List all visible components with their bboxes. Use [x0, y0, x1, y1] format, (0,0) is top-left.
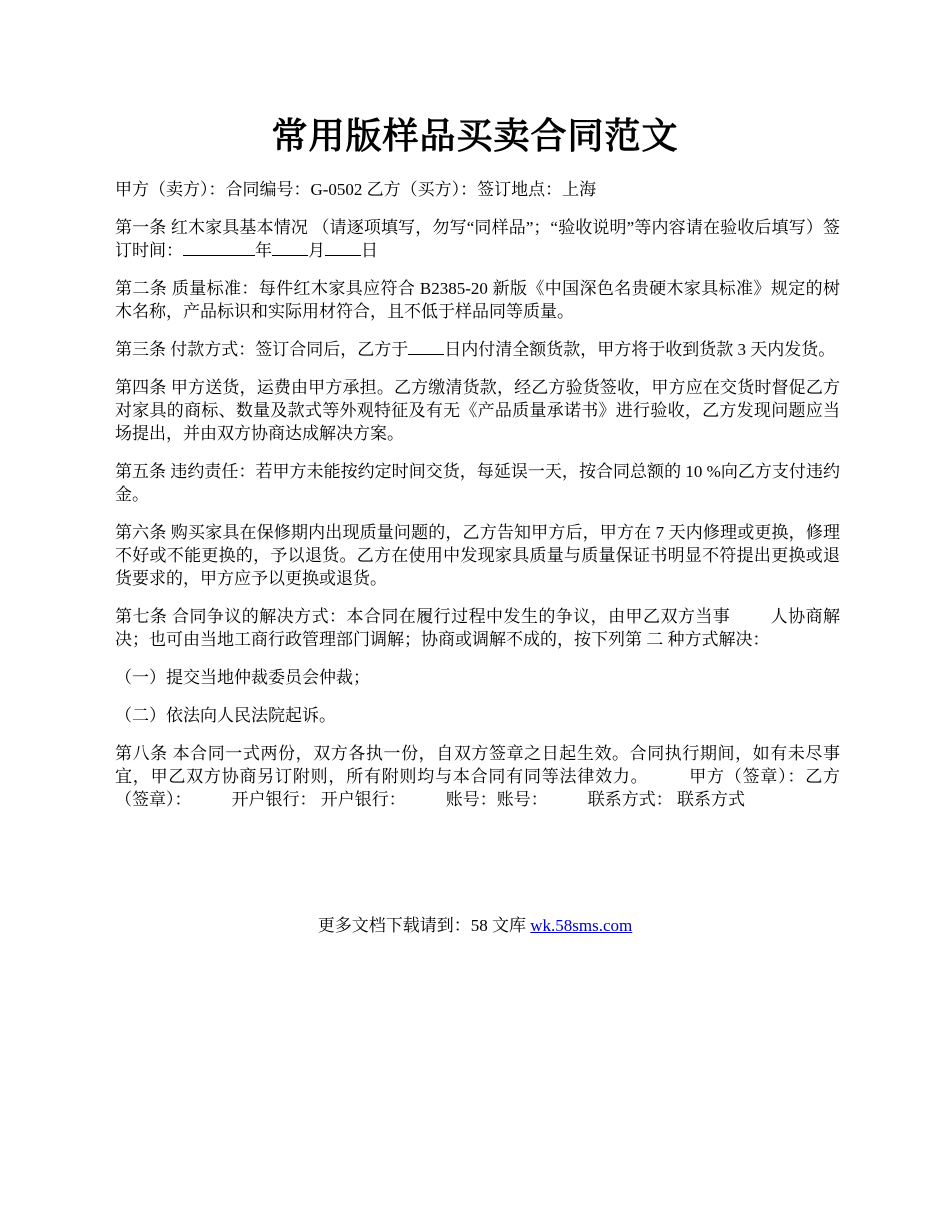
contact-b: 联系方式: [677, 790, 745, 809]
year-blank: [183, 239, 255, 256]
option-2: （二）依法向人民法院起诉。: [115, 706, 336, 725]
day-label: 日: [361, 241, 378, 260]
article-1: [115, 216, 840, 262]
contact-a: 联系方式：: [587, 790, 673, 809]
article-6: 第六条 购买家具在保修期内出现质量问题的，乙方告知甲方后，甲方在 7 天内修理或更换，修理不好或不能更换的，予以退货。乙方在使用中发现家具质量与质量保证书明显不符提出更换或退货要求的，甲方应予以更换或退货。: [115, 523, 840, 588]
days-blank: [408, 338, 444, 355]
header-line: 甲方（卖方）：合同编号：G-0502 乙方（买方）：签订地点：上海: [115, 180, 597, 199]
article-3: [115, 338, 840, 361]
article-8-text: 第八条 本合同一式两份，双方各执一份，自双方签章之日起生效。合同执行期间，如有未尽事宜，甲乙双方协商另订附则，所有附则均与本合同有同等法律效力。: [115, 744, 840, 786]
footer-text: 更多文档下载请到：58 文库: [317, 916, 531, 935]
article-2: 第二条 质量标准：每件红木家具应符合 B2385-20 新版《中国深色名贵硬木家具标准》规定的树木名称，产品标识和实际用材符合，且不低于样品同等质量。: [115, 279, 840, 321]
article-3-text-a: 第三条 付款方式：签订合同后，乙方于: [115, 340, 409, 359]
option-1: （一）提交当地仲裁委员会仲裁；: [115, 668, 370, 687]
article-1-text: 第一条 红木家具基本情况 （请逐项填写，勿写“同样品”；“验收说明”等内容请在验收后填写）签订时间：: [115, 218, 840, 260]
account-a: 账号：: [445, 790, 497, 809]
article-7: [115, 605, 840, 651]
document-title: 常用版样品买卖合同范文: [271, 116, 679, 156]
article-4: 第四条 甲方送货，运费由甲方承担。乙方缴清货款，经乙方验货签收，甲方应在交货时督促乙方对家具的商标、数量及款式等外观特征及有无《产品质量承诺书》进行验收，乙方发现问题应当场提出，并由双方协商达成解决方案。: [115, 378, 840, 443]
party-b-signature: 乙方（签章）：: [115, 767, 841, 809]
article-7-text-b: 人协商解决；也可由当地工商行政管理部门调解；协商或调解不成的，按下列第 二 种方式解决：: [115, 607, 841, 649]
month-blank: [272, 239, 308, 256]
account-b: 账号：: [496, 790, 548, 809]
document-body: [115, 178, 840, 826]
footer-link[interactable]: wk.58sms.com: [530, 916, 633, 935]
article-8: [115, 742, 840, 811]
article-3-text-b: 日内付清全额货款，甲方将于收到货款 3 天内发货。: [444, 340, 836, 359]
party-a-signature: 甲方（签章）：: [688, 767, 806, 786]
bank-b: 开户银行：: [320, 790, 406, 809]
footer: [0, 914, 950, 937]
article-7-text-a: 第七条 合同争议的解决方式：本合同在履行过程中发生的争议，由甲乙双方当事: [115, 607, 731, 626]
bank-a: 开户银行：: [231, 790, 317, 809]
month-label: 月: [308, 241, 325, 260]
day-blank: [325, 239, 361, 256]
article-5: 第五条 违约责任：若甲方未能按约定时间交货，每延误一天，按合同总额的 10 %向乙方支付违约金。: [115, 462, 840, 504]
year-label: 年: [255, 241, 272, 260]
